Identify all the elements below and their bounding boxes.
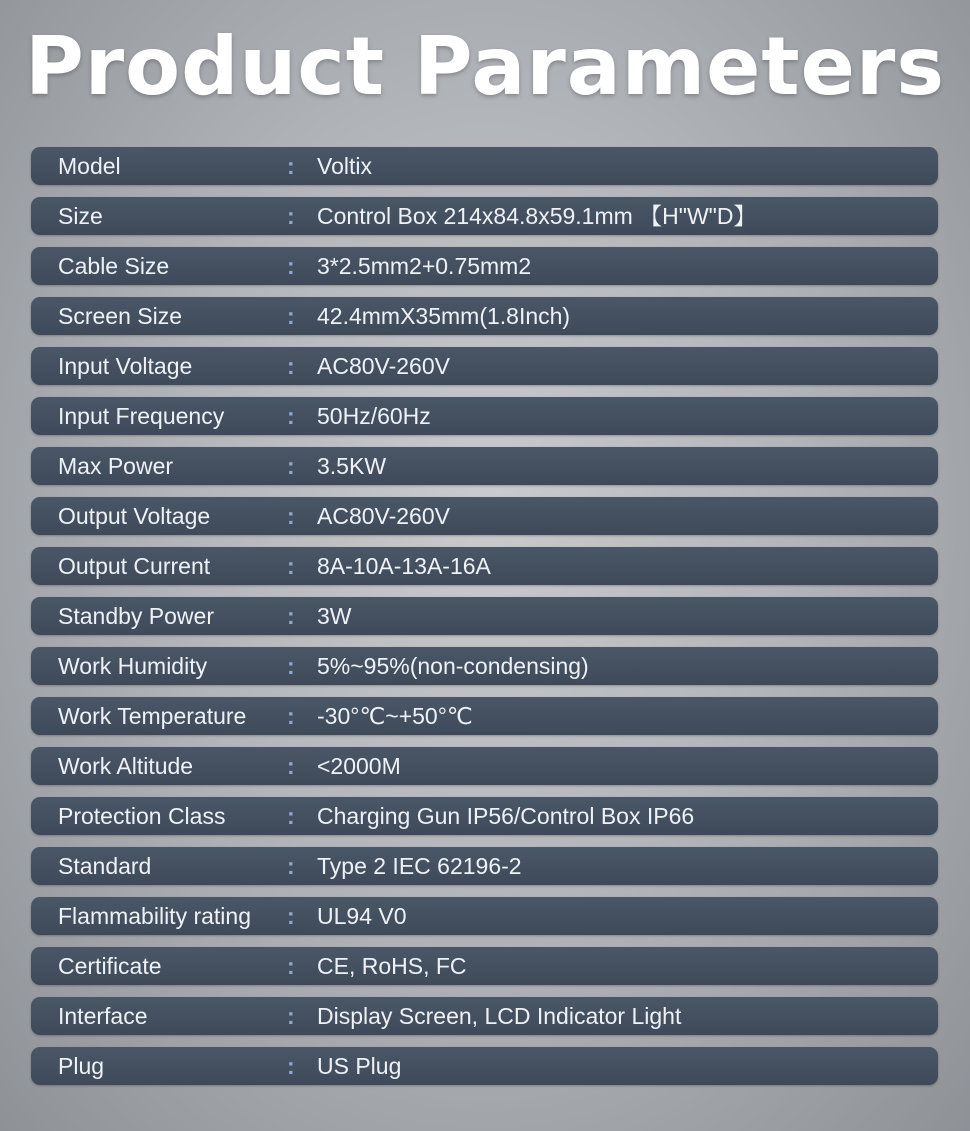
param-row-model bbox=[31, 147, 938, 185]
param-label: Standard bbox=[58, 853, 152, 879]
param-separator: : bbox=[287, 503, 295, 529]
param-row-input-frequency bbox=[31, 397, 938, 435]
param-separator: : bbox=[287, 353, 295, 379]
param-label: Certificate bbox=[58, 953, 162, 979]
param-value: Control Box 214x84.8x59.1mm 【H"W"D】 bbox=[317, 203, 757, 229]
param-value: 8A-10A-13A-16A bbox=[317, 553, 491, 579]
param-row-output-voltage bbox=[31, 497, 938, 535]
param-row-work-altitude bbox=[31, 747, 938, 785]
param-separator: : bbox=[287, 853, 295, 879]
param-separator: : bbox=[287, 303, 295, 329]
param-separator: : bbox=[287, 203, 295, 229]
param-value: US Plug bbox=[317, 1053, 402, 1079]
param-separator: : bbox=[287, 1003, 295, 1029]
param-separator: : bbox=[287, 753, 295, 779]
param-value: 3W bbox=[317, 603, 352, 629]
param-label: Work Temperature bbox=[58, 703, 247, 729]
param-value: -30°℃~+50°℃ bbox=[317, 703, 473, 729]
param-separator: : bbox=[287, 453, 295, 479]
param-separator: : bbox=[287, 953, 295, 979]
param-label: Cable Size bbox=[58, 253, 170, 279]
param-row-standard bbox=[31, 847, 938, 885]
param-separator: : bbox=[287, 603, 295, 629]
param-row-plug bbox=[31, 1047, 938, 1085]
param-row-work-temperature bbox=[31, 697, 938, 735]
param-value: Display Screen, LCD Indicator Light bbox=[317, 1003, 682, 1029]
param-value: <2000M bbox=[317, 753, 401, 779]
param-label: Input Frequency bbox=[58, 403, 225, 429]
param-separator: : bbox=[287, 553, 295, 579]
param-value: 3.5KW bbox=[317, 453, 387, 479]
param-label: Output Current bbox=[58, 553, 211, 579]
param-row-interface bbox=[31, 997, 938, 1035]
param-separator: : bbox=[287, 153, 295, 179]
param-separator: : bbox=[287, 403, 295, 429]
param-value: Charging Gun IP56/Control Box IP66 bbox=[317, 803, 695, 829]
page-title: Product Parameters bbox=[25, 20, 945, 113]
param-separator: : bbox=[287, 803, 295, 829]
param-label: Input Voltage bbox=[58, 353, 193, 379]
param-label: Interface bbox=[58, 1003, 148, 1029]
param-separator: : bbox=[287, 703, 295, 729]
param-label: Standby Power bbox=[58, 603, 214, 629]
param-label: Screen Size bbox=[58, 303, 183, 329]
param-separator: : bbox=[287, 1053, 295, 1079]
param-row-standby-power bbox=[31, 597, 938, 635]
param-separator: : bbox=[287, 253, 295, 279]
param-label: Protection Class bbox=[58, 803, 226, 829]
param-value: Voltix bbox=[317, 153, 372, 179]
param-label: Model bbox=[58, 153, 121, 179]
param-row-output-current bbox=[31, 547, 938, 585]
param-row-flammability-rating bbox=[31, 897, 938, 935]
param-label: Flammability rating bbox=[58, 903, 251, 929]
param-label: Work Humidity bbox=[58, 653, 208, 679]
param-row-max-power bbox=[31, 447, 938, 485]
param-value: 3*2.5mm2+0.75mm2 bbox=[317, 253, 532, 279]
param-value: AC80V-260V bbox=[317, 353, 450, 379]
param-value: UL94 V0 bbox=[317, 903, 407, 929]
param-value: Type 2 IEC 62196-2 bbox=[317, 853, 522, 879]
param-label: Size bbox=[58, 203, 103, 229]
param-row-input-voltage bbox=[31, 347, 938, 385]
param-value: AC80V-260V bbox=[317, 503, 450, 529]
param-value: 42.4mmX35mm(1.8Inch) bbox=[317, 303, 571, 329]
param-label: Max Power bbox=[58, 453, 174, 479]
param-label: Output Voltage bbox=[58, 503, 211, 529]
param-row-cable-size bbox=[31, 247, 938, 285]
param-row-protection-class bbox=[31, 797, 938, 835]
param-value: CE, RoHS, FC bbox=[317, 953, 467, 979]
param-row-work-humidity bbox=[31, 647, 938, 685]
param-row-size bbox=[31, 197, 938, 235]
param-label: Plug bbox=[58, 1053, 105, 1079]
param-value: 50Hz/60Hz bbox=[317, 403, 431, 429]
param-row-screen-size bbox=[31, 297, 938, 335]
parameter-list bbox=[31, 147, 938, 1097]
param-label: Work Altitude bbox=[58, 753, 194, 779]
param-separator: : bbox=[287, 653, 295, 679]
param-row-certificate bbox=[31, 947, 938, 985]
param-separator: : bbox=[287, 903, 295, 929]
param-value: 5%~95%(non-condensing) bbox=[317, 653, 589, 679]
